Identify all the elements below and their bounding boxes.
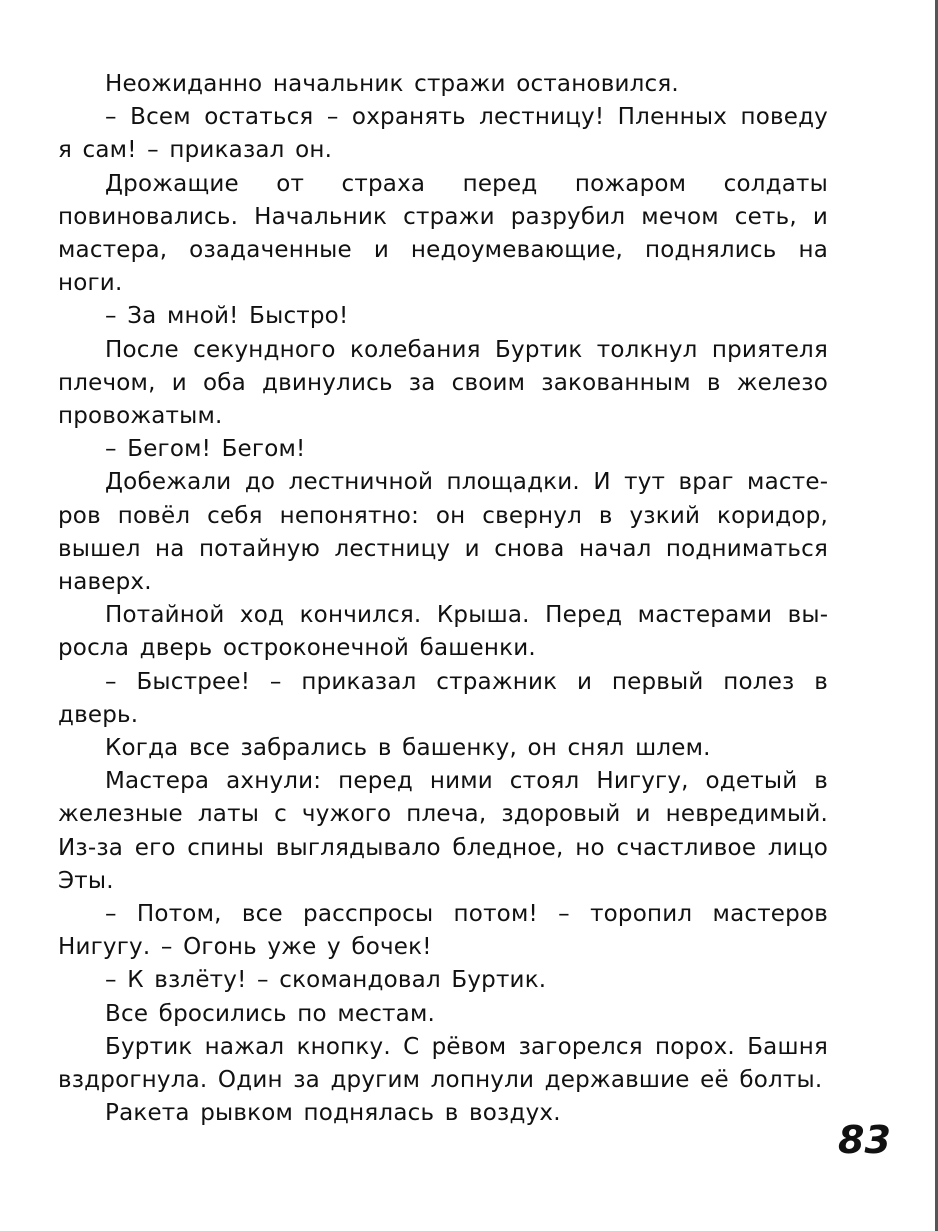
paragraph: – Бегом! Бегом!: [105, 436, 306, 463]
paragraph: Все бросились по местам.: [105, 1000, 436, 1027]
paragraph: Неожиданно начальник стражи остановился.: [105, 71, 679, 97]
paragraph: – Потом, все расспросы потом! – торопил мастеров Нигугу. – Огонь уже у бочек!: [58, 901, 828, 961]
page-number: 83: [838, 1118, 891, 1162]
paragraph: Ракета рывком поднялась в воздух.: [105, 1100, 561, 1127]
paragraph: Когда все забрались в башенку, он снял шлем.: [105, 735, 711, 762]
paragraph: – Всем остаться – охранять лестницу! Пленных поведу я сам! – приказал он.: [58, 104, 828, 164]
paragraph: После секундного колебания Буртик толкнул приятеля плечом, и оба двинулись за своим закованным в железо провожатым.: [58, 336, 828, 430]
page-body-text: [58, 68, 828, 1131]
paragraph: Потайной ход кончился. Крыша. Перед мастерами выросла дверь остроконечной башенки.: [58, 602, 828, 662]
paragraph: Добежали до лестничной площадки. И тут враг мастеров повёл себя непонятно: он свернул в узкий коридор, вышел на потайную лестницу и снова начал подниматься наверх.: [58, 469, 828, 596]
paragraph: – За мной! Быстро!: [105, 303, 349, 330]
paragraph: Буртик нажал кнопку. С рёвом загорелся порох. Башня вздрогнула. Один за другим лопнули державшие её болты.: [58, 1033, 828, 1094]
paragraph: Дрожащие от страха перед пожаром солдаты повиновались. Начальник стражи разрубил мечом сеть, и мастера, озадаченные и недоумевающие, поднялись на ноги.: [58, 170, 828, 297]
paragraph: – К взлёту! – скомандовал Буртик.: [105, 967, 547, 994]
paragraph: – Быстрее! – приказал стражник и первый полез в дверь.: [58, 668, 828, 728]
paragraph: Мастера ахнули: перед ними стоял Нигугу, одетый в железные латы с чужого плеча, здоровый и невредимый. Из-за его спины выглядывало бледное, но счастливое лицо Эты.: [58, 768, 828, 894]
